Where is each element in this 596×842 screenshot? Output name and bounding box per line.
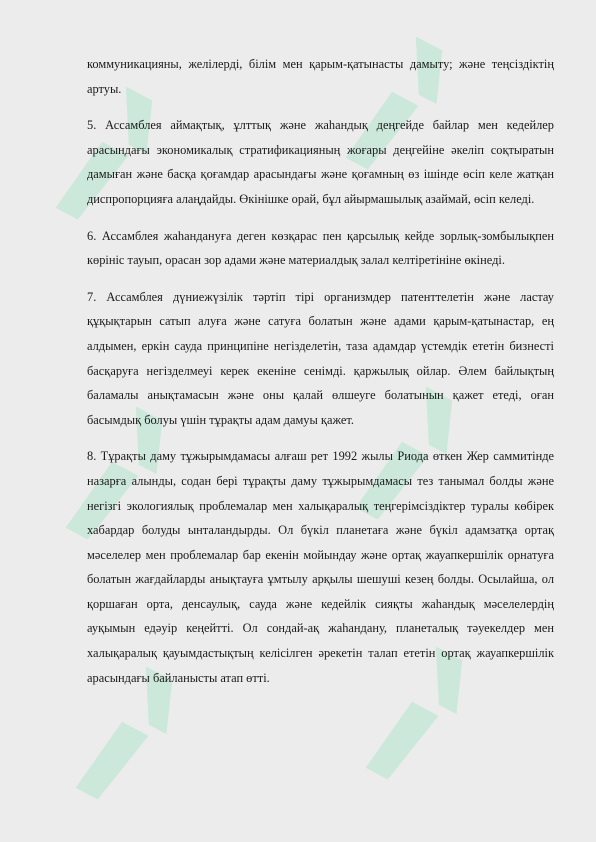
paragraph-8: 8. Тұрақты даму тұжырымдамасы алғаш рет 1992 жылы Риода өткен Жер саммитінде назарға алынды, содан бері тұрақты даму тұжырымдамасы тез танымал болды және негізгі экологиялық проблемалар мен халықаралық теңгерімсіздіктер туралы көбірек хабардар болуды ынталандырды. Ол бүкіл планетаға және бүкіл адамзатқа ортақ мәселелер мен проблемалар бар екенін мойындау және ортақ жауапкершілік орнатуға болатын жағдайларды анықтауға ұмтылу арқылы шешуші кезең болды. Осылайша, ол қоршаған орта, денсаулық, сауда және кедейлік сияқты жаһандық мәселелердің ауқымын едәуір кеңейтті. Ол сондай-ақ жаһандану, планеталық тәуекелдер мен халықаралық қауымдастықтың келісілген әрекетін талап ететін ортақ жауапкершілік арасындағы байланысты атап өтті. xyxy=(87,449,554,685)
paragraph-7: 7. Ассамблея дүниежүзілік тәртіп тірі организмдер патенттелетін және ластау құқықтарын сатып алуға және сатуға болатын және адами қарым-қатынастар, ең алдымен, еркін сауда принципіне негізделетін, таза адамдар үстемдік ететін бизнесті басқаруға негізделмеуі керек екеніне сенімді. қаржылық ойлар. Әлем байлықтың баламалы анықтамасын және оны қалай өлшеуге болатынын қажет етеді, оған басымдық болуы үшін тұрақты адам дамуы қажет. xyxy=(87,289,554,427)
document-body xyxy=(87,52,554,702)
paragraph-5: 5. Ассамблея аймақтық, ұлттық және жаһандық деңгейде байлар мен кедейлер арасындағы экономикалық стратификацияның жоғары деңгейіне әкеліп соқтыратын дамыған және басқа қоғамдар арасындағы және қоғамның өз ішінде өсіп келе жатқан диспропорцияға алаңдайды. Өкінішке орай, бұл айырмашылық азаймай, өсіп келеді. xyxy=(87,118,554,206)
paragraph-continuation: коммуникацияны, желілерді, білім мен қарым-қатынасты дамыту; және теңсіздіктің артуы. xyxy=(87,57,554,96)
paragraph-6: 6. Ассамблея жаһандануға деген көзқарас пен қарсылық кейде зорлық-зомбылықпен көрініс тауып, орасан зор адами және материалдық залал келтіретініне өкінеді. xyxy=(87,228,554,268)
